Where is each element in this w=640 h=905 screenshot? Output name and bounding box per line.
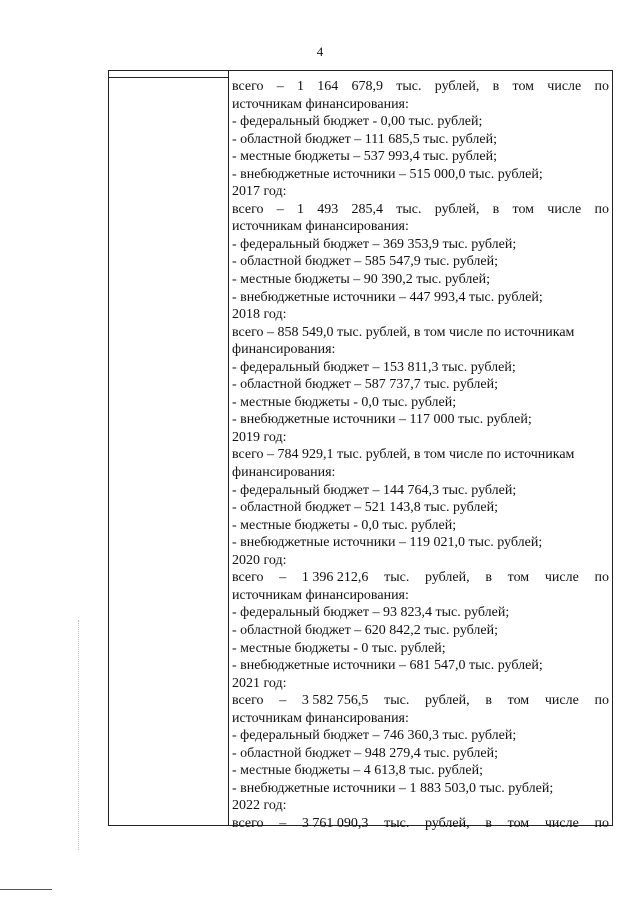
text-word: в xyxy=(485,570,492,586)
text-word: 678,9 xyxy=(351,79,384,94)
text-word: тыс. xyxy=(384,815,410,831)
text-word: рублей, xyxy=(425,815,470,831)
left-cell-divider xyxy=(109,77,228,78)
text-line: источникам финансирования: xyxy=(232,219,409,235)
text-word: по xyxy=(594,815,609,831)
text-line: - федеральный бюджет - 0,00 тыс. рублей; xyxy=(232,114,483,130)
text-line: 2019 год: xyxy=(232,429,287,445)
text-word: 1 396 212,6 xyxy=(301,570,369,586)
text-word: рублей, xyxy=(425,693,470,709)
funding-table xyxy=(108,70,613,831)
text-word: всего xyxy=(232,570,264,586)
text-word: – xyxy=(279,570,287,586)
text-line xyxy=(232,692,609,710)
text-word: том xyxy=(512,201,535,217)
text-word: по xyxy=(594,693,609,709)
text-word: по xyxy=(594,79,609,94)
funding-text-cell xyxy=(232,78,609,833)
text-line: финансирования: xyxy=(232,342,336,358)
text-word: в xyxy=(492,201,500,217)
text-line: - внебюджетные источники – 447 993,4 тыс. рублей; xyxy=(232,289,543,305)
text-word: всего xyxy=(232,79,264,94)
text-line: - местные бюджеты – 537 993,4 тыс. рублей; xyxy=(232,149,497,165)
text-line: - областной бюджет – 948 279,4 тыс. рублей; xyxy=(232,745,498,761)
text-word: 3 582 756,5 xyxy=(301,693,369,709)
text-word: по xyxy=(594,201,609,217)
text-line: 2020 год: xyxy=(232,552,287,568)
text-word: всего xyxy=(232,693,264,709)
text-line: - федеральный бюджет – 144 764,3 тыс. рублей; xyxy=(232,482,517,498)
text-line: 2021 год: xyxy=(232,675,287,691)
text-word: – xyxy=(279,693,287,709)
text-line: - областной бюджет – 587 737,7 тыс. рублей; xyxy=(232,377,498,393)
text-word: числе xyxy=(544,693,579,709)
text-line: - местные бюджеты - 0,0 тыс. рублей; xyxy=(232,517,457,533)
text-line: источникам финансирования: xyxy=(232,710,409,726)
text-line xyxy=(232,201,609,219)
text-line: - местные бюджеты – 4 613,8 тыс. рублей; xyxy=(232,763,483,779)
text-word: всего xyxy=(232,815,264,831)
text-line: - местные бюджеты - 0,0 тыс. рублей; xyxy=(232,394,457,410)
text-line xyxy=(232,815,609,833)
text-word: – xyxy=(279,815,287,831)
text-line: - внебюджетные источники – 119 021,0 тыс. рублей; xyxy=(232,535,543,551)
scan-margin-mark xyxy=(78,620,80,850)
text-line: - внебюджетные источники – 117 000 тыс. рублей; xyxy=(232,412,532,428)
text-line: - областной бюджет – 585 547,9 тыс. рублей; xyxy=(232,254,498,270)
text-line: - местные бюджеты – 90 390,2 тыс. рублей; xyxy=(232,272,490,288)
page-number: 4 xyxy=(316,44,324,59)
column-divider xyxy=(228,71,229,825)
text-line: источникам финансирования: xyxy=(232,96,409,112)
text-word: 1 xyxy=(297,201,305,217)
text-word: числе xyxy=(547,201,582,217)
text-line: - внебюджетные источники – 515 000,0 тыс. рублей; xyxy=(232,166,543,182)
text-word: тыс. xyxy=(384,570,410,586)
text-line: 2022 год: xyxy=(232,798,287,814)
text-word: 493 xyxy=(317,201,339,217)
text-word: в xyxy=(485,815,492,831)
text-word: тыс. xyxy=(396,201,422,217)
text-word: 285,4 xyxy=(351,201,384,217)
text-word: всего xyxy=(232,201,264,217)
text-line: источникам финансирования: xyxy=(232,587,409,603)
text-line: - федеральный бюджет – 153 811,3 тыс. рублей; xyxy=(232,359,516,375)
text-line: - областной бюджет – 620 842,2 тыс. рублей; xyxy=(232,622,498,638)
text-line: 2018 год: xyxy=(232,307,287,323)
text-word: том xyxy=(512,79,535,94)
text-line: - областной бюджет – 111 685,5 тыс. рублей; xyxy=(232,131,497,147)
text-line: - внебюджетные источники – 1 883 503,0 тыс. рублей; xyxy=(232,780,554,796)
text-word: по xyxy=(594,570,609,586)
text-word: 3 761 090,3 xyxy=(301,815,369,831)
text-word: – xyxy=(276,79,284,94)
text-line xyxy=(232,569,609,587)
text-word: рублей, xyxy=(434,79,480,94)
text-line: - федеральный бюджет – 746 360,3 тыс. рублей; xyxy=(232,728,517,744)
text-word: тыс. xyxy=(396,79,422,94)
text-line: 2017 год: xyxy=(232,184,287,200)
text-line: всего – 784 929,1 тыс. рублей, в том числе по источникам xyxy=(232,447,575,463)
text-word: том xyxy=(507,570,530,586)
text-line: всего – 858 549,0 тыс. рублей, в том числе по источникам xyxy=(232,324,575,340)
text-word: 164 xyxy=(317,79,339,94)
text-word: числе xyxy=(547,79,582,94)
text-word: том xyxy=(507,815,530,831)
footer-rule xyxy=(0,889,52,890)
text-line: - местные бюджеты - 0 тыс. рублей; xyxy=(232,640,446,656)
text-line: - федеральный бюджет – 93 823,4 тыс. рублей; xyxy=(232,605,510,621)
text-word: числе xyxy=(544,570,579,586)
text-word: в xyxy=(485,693,492,709)
text-line xyxy=(232,78,609,96)
text-line: - областной бюджет – 521 143,8 тыс. рублей; xyxy=(232,500,498,516)
text-word: числе xyxy=(544,815,579,831)
text-word: – xyxy=(276,201,284,217)
text-line: - внебюджетные источники – 681 547,0 тыс. рублей; xyxy=(232,658,543,674)
text-word: рублей, xyxy=(434,201,480,217)
text-word: том xyxy=(507,693,530,709)
text-line: финансирования: xyxy=(232,465,336,481)
text-word: 1 xyxy=(297,79,305,94)
text-word: рублей, xyxy=(425,570,470,586)
text-word: в xyxy=(492,79,500,94)
text-word: тыс. xyxy=(384,693,410,709)
text-line: - федеральный бюджет – 369 353,9 тыс. рублей; xyxy=(232,236,517,252)
